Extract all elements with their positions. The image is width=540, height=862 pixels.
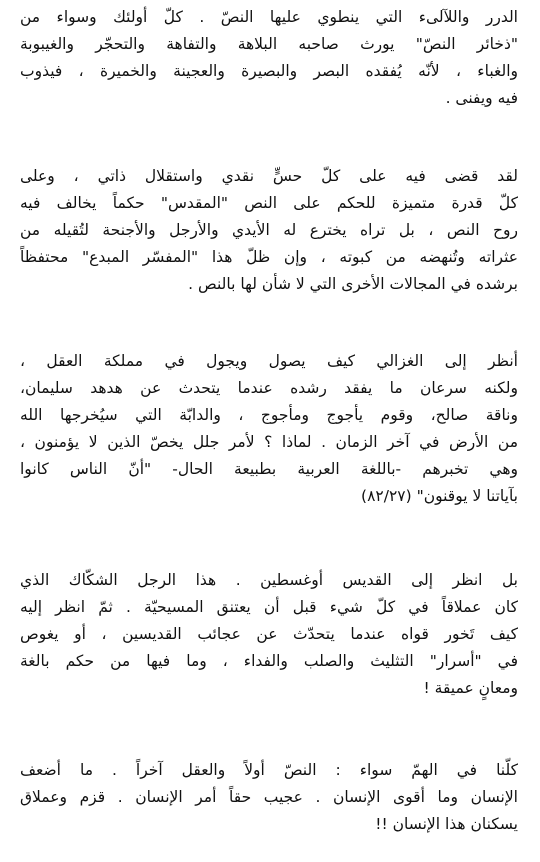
text-line: وهي تخبرهم -باللغة العربية بطبيعة الحال- "أنّ الناس كانوا <box>20 460 518 478</box>
text-line: كلّنا في الهمّ سواء : النصّ أولاً والعقل آخراً . ما أضعف <box>20 761 518 779</box>
text-line: روح النص ، بل تراه يخترع له الأيدي والأرجل والأجنحة لتُقيله من <box>20 221 518 239</box>
text-line: من الأرض في آخر الزمان . لماذا ؟ لأمر جلل يخصّ الذين لا يؤمنون ، <box>20 433 518 451</box>
paragraph-3 <box>20 348 518 510</box>
text-line: كيف تَخور قواه عندما يتحدّث عن عجائب القديسين ، أو يغوص <box>20 625 518 643</box>
paragraph-1 <box>20 4 518 112</box>
text-line: وناقة صالح، وقوم يأجوج ومأجوج ، والدابّة التي سيُخرجها الله <box>20 406 518 424</box>
text-line: كان عملاقاً في كلّ شيء قبل أن يعتنق المسيحيّة . ثمّ انظر إليه <box>20 598 518 616</box>
text-line: ولكنه سرعان ما يفقد رشده عندما يتحدث عن هدهد سليمان، <box>20 379 518 397</box>
text-line: لقد قضى فيه على كلّ حسٍّ نقدي واستقلال ذاتي ، وعلى <box>20 167 518 185</box>
text-line: يسكنان هذا الإنسان !! <box>375 815 518 833</box>
text-line: الإنسان وما أقوى الإنسان . عجيب حقاً أمر الإنسان . قزم وعملاق <box>20 788 518 806</box>
text-line: أنظر إلى الغزالي كيف يصول ويجول في مملكة العقل ، <box>20 352 518 370</box>
text-line: في "أسرار" التثليث والصلب والفداء ، وما فيها من حكم بالغة <box>20 652 518 670</box>
text-line: برشده في المجالات الأخرى التي لا شأن لها بالنص . <box>188 275 518 293</box>
text-line: كلّ قدرة متميزة للحكم على النص "المقدس" حكماً يخالف فيه <box>20 194 518 212</box>
text-line: عثراته وتُنهضه من كبوته ، وإن ظلّ هذا "المفسّر المبدع" محتفظاً <box>20 248 518 266</box>
paragraph-5 <box>20 757 518 838</box>
text-line: والغباء ، لأنّه يُفقده البصر والبصيرة والعجينة والخميرة ، فيذوب <box>20 62 518 80</box>
paragraph-4 <box>20 567 518 702</box>
text-line: ومعانٍ عميقة ! <box>423 679 518 697</box>
paragraph-2 <box>20 163 518 298</box>
text-line: "ذخائر النصّ" يورث صاحبه البلاهة والتفاهة والتحجّر والغيبوبة <box>20 35 518 53</box>
text-line: الدرر واللآلىء التي ينطوي عليها النصّ . كلّ أولئك وسواء من <box>20 8 518 26</box>
text-line: فيه ويفنى . <box>445 89 518 107</box>
text-line: بآياتنا لا يوقنون" (٨٢/٢٧) <box>361 487 518 505</box>
text-line: بل انظر إلى القديس أوغسطين . هذا الرجل الشكّاك الذي <box>20 571 518 589</box>
